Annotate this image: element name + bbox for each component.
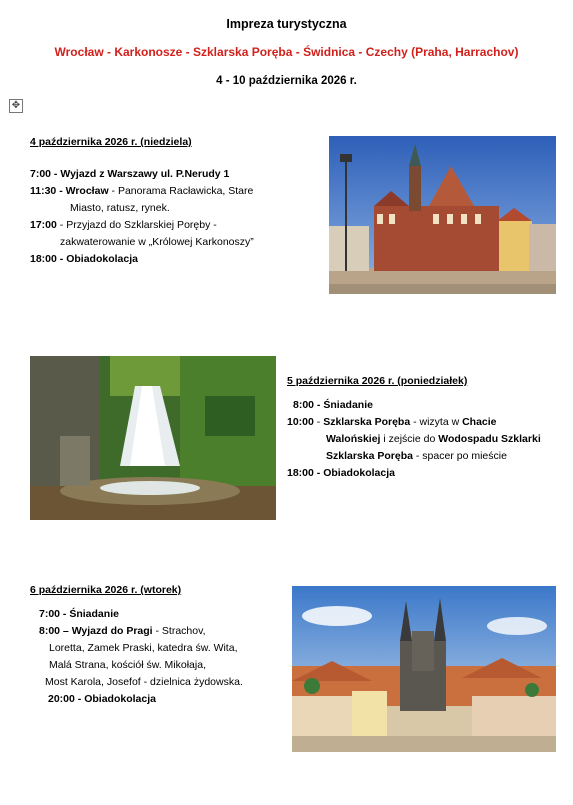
day2-line: Szklarska Poręba - spacer po mieście bbox=[326, 450, 507, 462]
day1-line: 17:00 - Przyjazd do Szklarskiej Poręby - bbox=[30, 219, 217, 231]
day2-section bbox=[287, 375, 541, 482]
day1-heading: 4 października 2026 r. (niedziela) bbox=[30, 136, 192, 148]
photo-szklarka-waterfall bbox=[30, 356, 276, 520]
day2-line: 10:00 - Szklarska Poręba - wizyta w Chacie bbox=[287, 416, 497, 428]
photo-prague-old-town bbox=[292, 586, 556, 752]
day1-line: 7:00 - Wyjazd z Warszawy ul. P.Nerudy 1 bbox=[30, 168, 230, 180]
day3-line: Loretta, Zamek Praski, katedra św. Wita, bbox=[49, 642, 238, 654]
page-title: Impreza turystyczna bbox=[226, 17, 347, 31]
day1-line: zakwaterowanie w „Królowej Karkonoszy” bbox=[60, 236, 254, 248]
day3-line: Malá Strana, kościół św. Mikołaja, bbox=[49, 659, 206, 671]
move-arrows-icon[interactable]: ✥ bbox=[9, 99, 23, 113]
day2-line: 8:00 - Śniadanie bbox=[293, 399, 373, 411]
day3-line: 8:00 – Wyjazd do Pragi - Strachov, bbox=[39, 625, 206, 637]
trip-dates: 4 - 10 października 2026 r. bbox=[216, 75, 357, 87]
day1-section bbox=[30, 136, 254, 268]
day1-line: Miasto, ratusz, rynek. bbox=[70, 202, 170, 214]
day2-line: 18:00 - Obiadokolacja bbox=[287, 467, 395, 479]
day3-line: 20:00 - Obiadokolacja bbox=[48, 693, 156, 705]
route-subtitle: Wrocław - Karkonosze - Szklarska Poręba - Świdnica - Czechy (Praha, Harrachov) bbox=[54, 45, 519, 59]
day3-section bbox=[30, 584, 243, 708]
day3-line: Most Karola, Josefof - dzielnica żydowska. bbox=[45, 676, 243, 688]
day3-heading: 6 października 2026 r. (wtorek) bbox=[30, 584, 182, 596]
day1-line: 11:30 - Wrocław - Panorama Racławicka, Stare bbox=[30, 185, 254, 197]
day1-line: 18:00 - Obiadokolacja bbox=[30, 253, 138, 265]
day2-heading: 5 października 2026 r. (poniedziałek) bbox=[287, 375, 468, 387]
photo-wroclaw-town-hall bbox=[329, 136, 556, 294]
day2-line: Walońskiej i zejście do Wodospadu Szklarki bbox=[326, 433, 541, 445]
day3-line: 7:00 - Śniadanie bbox=[39, 608, 119, 620]
